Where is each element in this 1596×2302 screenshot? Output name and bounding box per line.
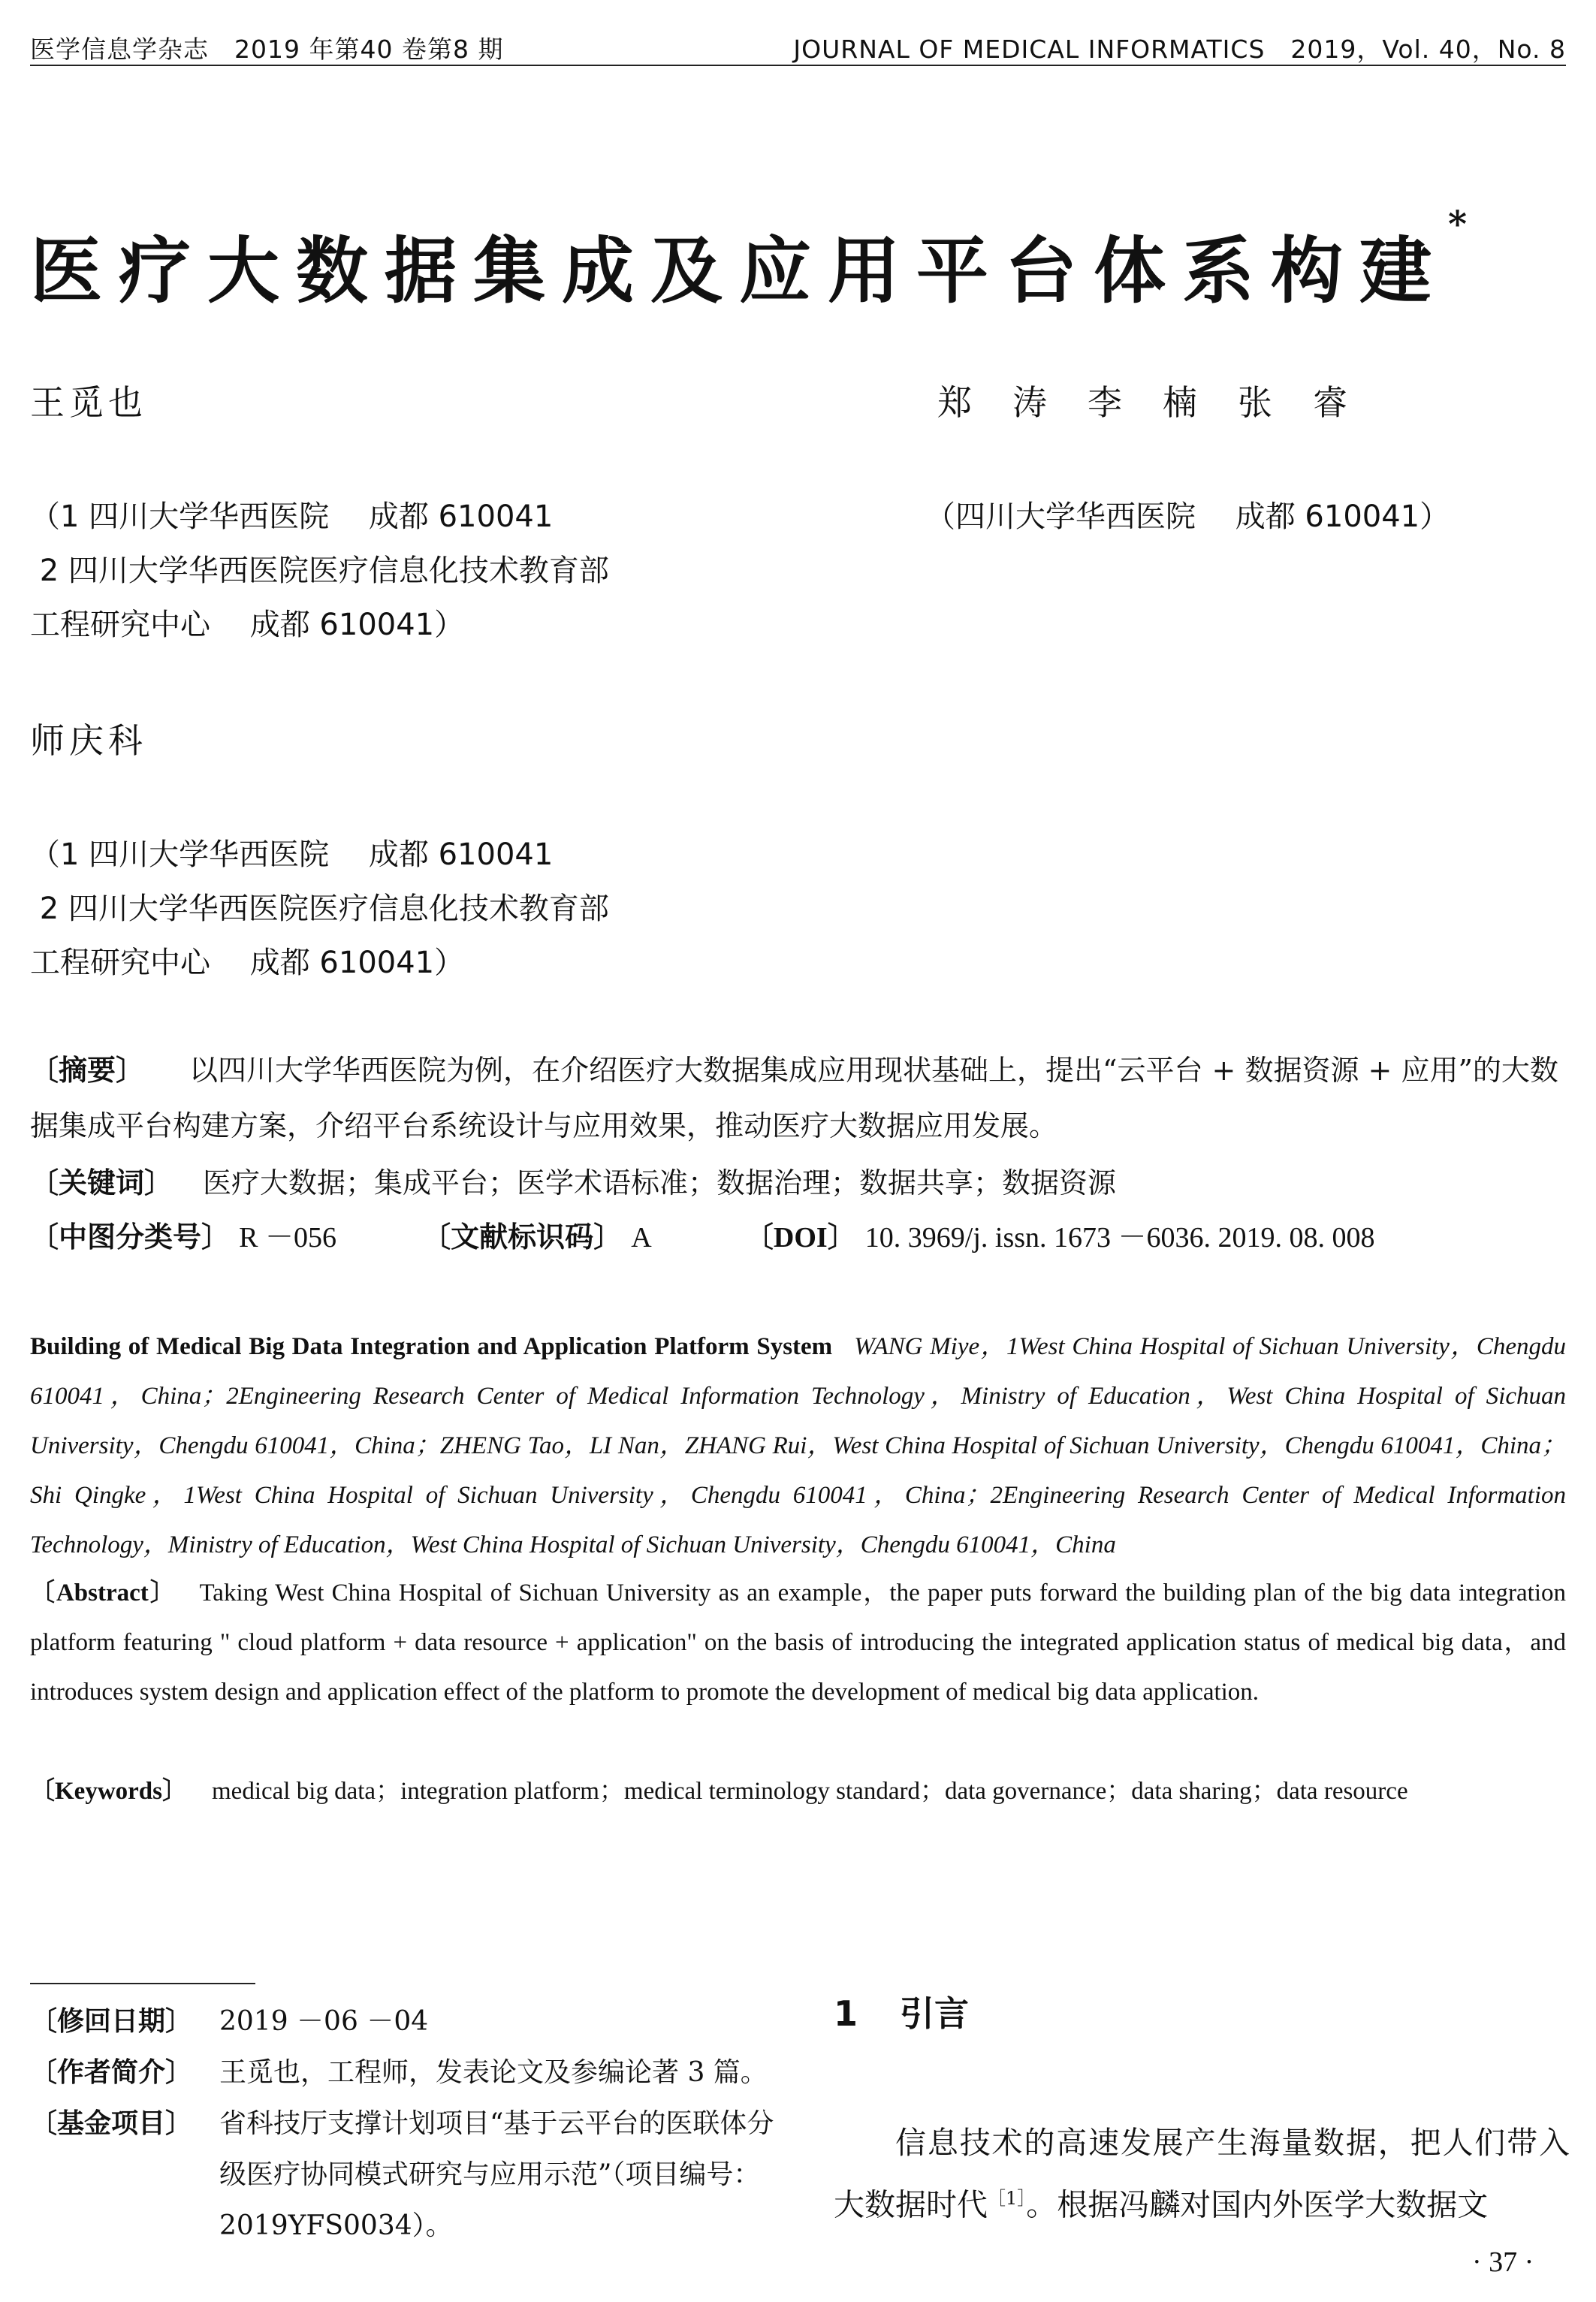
page-number: · 37 · bbox=[1472, 2246, 1534, 2278]
journal-name-cn: 医学信息学杂志 2019 年第40 卷第8 期 bbox=[30, 35, 504, 64]
abstract-cn-label: 〔摘要〕 bbox=[30, 1054, 145, 1087]
doi-value: 10. 3969/j. issn. 1673 －6036. 2019. 08. 008 bbox=[864, 1222, 1375, 1254]
footnote-funding: 〔基金项目〕 省科技厅支撑计划项目“基于云平台的医联体分级医疗协同模式研究与应用示范”（项目编号：2019YFS0034）。 bbox=[30, 2108, 774, 2241]
footnotes bbox=[30, 1996, 789, 2252]
author-shi: 师庆科 bbox=[30, 720, 147, 761]
affiliation-first: （1 四川大学华西医院 成都 610041 2 四川大学华西医院医疗信息化技术教育部 工程研究中心 成都 610041） bbox=[30, 499, 609, 642]
author-char: 张 bbox=[1238, 382, 1277, 423]
affiliation-third: （1 四川大学华西医院 成都 610041 2 四川大学华西医院医疗信息化技术教育部 工程研究中心 成都 610041） bbox=[30, 837, 609, 980]
english-title: Building of Medical Big Data Integration and Application Platform System bbox=[30, 1333, 833, 1360]
clc-value: R －056 bbox=[239, 1222, 336, 1254]
keywords-cn-text: 医疗大数据；集成平台；医学术语标准；数据治理；数据共享；数据资源 bbox=[203, 1166, 1117, 1199]
footnote-revised-date: 〔修回日期〕 2019 －06 －04 bbox=[30, 2006, 429, 2037]
author-group bbox=[937, 376, 1388, 425]
author-char: 涛 bbox=[1012, 382, 1051, 423]
clc-label: 〔中图分类号〕 bbox=[30, 1220, 231, 1254]
author-char: 李 bbox=[1088, 382, 1127, 423]
citation-ref: ［1］ bbox=[988, 2188, 1027, 2209]
header-rule bbox=[30, 65, 1566, 66]
english-authors: WANG Miye，1West China Hospital of Sichuan University，Chengdu 610041，China；2Engineering Research Center of Medical Information Technology，Ministry of Education，West China Hospital of Sichuan University，Chengdu 610041，China；ZHENG Tao，LI Nan，ZHANG Rui，West China Hospital of Sichuan University，Chengdu 610041，China；Shi Qingke，1West China Hospital of Sichuan University，Chengdu 610041，China；2Engineering Research Center of Medical Information Technology，Ministry of Education，West China Hospital of Sichuan University，Chengdu 610041，China bbox=[30, 1333, 1567, 1558]
section-title: 引言 bbox=[900, 1993, 970, 2034]
keywords-cn-label: 〔关键词〕 bbox=[30, 1166, 173, 1199]
title-footnote-mark: * bbox=[1448, 204, 1468, 246]
classification-row bbox=[30, 1209, 1566, 1266]
english-keywords bbox=[30, 1766, 1566, 1816]
intro-paragraph: 信息技术的高速发展产生海量数据，把人们带入大数据时代$^{[1]}$。根据冯麟对国内外医学大数据文 bbox=[834, 2125, 1570, 2223]
footnote-author-bio: 〔作者简介〕 王觅也，工程师，发表论文及参编论著 3 篇。 bbox=[30, 2057, 768, 2088]
author-char: 郑 bbox=[937, 382, 976, 423]
abstract-cn-text: 以四川大学华西医院为例，在介绍医疗大数据集成应用现状基础上，提出“云平台 + 数据资源 + 应用”的大数据集成平台构建方案，介绍平台系统设计与应用效果，推动医疗大数据应用发展。 bbox=[30, 1054, 1558, 1142]
english-title-authors bbox=[30, 1322, 1566, 1570]
author-char: 楠 bbox=[1163, 382, 1202, 423]
english-keywords-label: 〔Keywords〕 bbox=[30, 1778, 187, 1805]
journal-name-en: JOURNAL OF MEDICAL INFORMATICS 2019，Vol. 40，No. 8 bbox=[793, 35, 1566, 64]
doi-label: 〔DOI〕 bbox=[744, 1222, 856, 1254]
affiliation-group: （四川大学华西医院 成都 610041） bbox=[925, 499, 1450, 534]
section-heading bbox=[834, 1987, 969, 2036]
section-number: 1 bbox=[834, 1993, 858, 2034]
paper-title: 医疗大数据集成及应用平台体系构建* bbox=[30, 204, 1468, 313]
doc-code-value: A bbox=[631, 1222, 652, 1254]
footnote-rule bbox=[30, 1983, 255, 1984]
english-abstract-text: Taking West China Hospital of Sichuan University as an example，the paper puts forward the building plan of the big data integration platform featuring " cloud platform + data resource + application" on the basis of introducing the integrated application status of medical big data，and introduces system design and application effect of the platform to promote the development of medical big data application. bbox=[30, 1579, 1567, 1706]
doc-code-label: 〔文献标识码〕 bbox=[422, 1220, 623, 1254]
author-wang: 王觅也 bbox=[30, 382, 147, 423]
english-keywords-text: medical big data；integration platform；medical terminology standard；data governance；data sharing；data resource bbox=[212, 1778, 1408, 1805]
author-char: 睿 bbox=[1313, 382, 1352, 423]
keywords-cn bbox=[30, 1155, 1566, 1211]
english-abstract-label: 〔Abstract〕 bbox=[30, 1579, 176, 1607]
abstract-cn bbox=[30, 1042, 1566, 1154]
english-abstract bbox=[30, 1568, 1566, 1717]
